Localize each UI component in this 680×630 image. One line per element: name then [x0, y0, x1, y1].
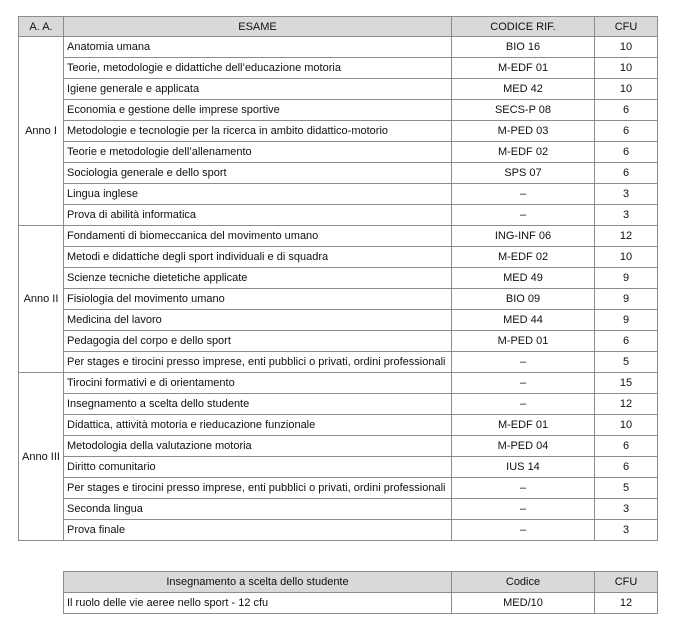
code-cell: MED 44 — [452, 310, 595, 331]
exam-table — [18, 16, 658, 541]
code-cell: M-PED 01 — [452, 331, 595, 352]
cfu-cell: 10 — [595, 79, 658, 100]
code-cell: M-PED 03 — [452, 121, 595, 142]
exam-cell: Seconda lingua — [64, 499, 452, 520]
exam-table-header-row — [19, 17, 658, 37]
cfu-cell: 6 — [595, 436, 658, 457]
exam-cell: Lingua inglese — [64, 184, 452, 205]
cfu-cell: 12 — [595, 226, 658, 247]
cfu-cell: 9 — [595, 310, 658, 331]
cfu-cell: 9 — [595, 268, 658, 289]
code-cell: – — [452, 478, 595, 499]
code-cell: – — [452, 205, 595, 226]
cfu-cell: 3 — [595, 499, 658, 520]
code-cell: MED 42 — [452, 79, 595, 100]
exam-cell: Diritto comunitario — [64, 457, 452, 478]
header-cfu: CFU — [595, 17, 658, 37]
exam-table-body — [19, 37, 658, 541]
exam-cell: Pedagogia del corpo e dello sport — [64, 331, 452, 352]
table-row — [19, 184, 658, 205]
table-row — [19, 499, 658, 520]
exam-cell: Per stages e tirocini presso imprese, enti pubblici o privati, ordini professionali — [64, 478, 452, 499]
table-row — [19, 415, 658, 436]
cfu-cell: 6 — [595, 331, 658, 352]
elective-table — [63, 571, 658, 614]
code-cell: – — [452, 394, 595, 415]
table-row — [19, 394, 658, 415]
table-row — [19, 142, 658, 163]
code-cell: SECS-P 08 — [452, 100, 595, 121]
table-row — [19, 520, 658, 541]
table-row — [19, 373, 658, 394]
code-cell: IUS 14 — [452, 457, 595, 478]
cfu-cell: 5 — [595, 352, 658, 373]
code-cell: M-EDF 02 — [452, 247, 595, 268]
elective-header-cfu: CFU — [595, 572, 658, 593]
cfu-cell: 3 — [595, 184, 658, 205]
exam-cell: Metodi e didattiche degli sport individuali e di squadra — [64, 247, 452, 268]
cfu-cell: 10 — [595, 247, 658, 268]
code-cell: M-EDF 01 — [452, 415, 595, 436]
elective-table-body — [64, 593, 658, 614]
table-row — [19, 100, 658, 121]
table-row — [19, 436, 658, 457]
cfu-cell: 5 — [595, 478, 658, 499]
table-row — [19, 226, 658, 247]
exam-cell: Prova di abilità informatica — [64, 205, 452, 226]
year-cell: Anno I — [19, 37, 64, 226]
header-exam: ESAME — [64, 17, 452, 37]
table-row — [19, 79, 658, 100]
table-row — [19, 205, 658, 226]
code-cell: M-EDF 01 — [452, 58, 595, 79]
exam-cell: Teorie e metodologie dell’allenamento — [64, 142, 452, 163]
table-row — [19, 478, 658, 499]
elective-cfu-cell: 12 — [595, 593, 658, 614]
code-cell: M-EDF 02 — [452, 142, 595, 163]
exam-cell: Prova finale — [64, 520, 452, 541]
code-cell: SPS 07 — [452, 163, 595, 184]
elective-header-course: Insegnamento a scelta dello studente — [64, 572, 452, 593]
table-row — [19, 163, 658, 184]
table-row — [19, 352, 658, 373]
exam-cell: Tirocini formativi e di orientamento — [64, 373, 452, 394]
table-row — [19, 58, 658, 79]
cfu-cell: 15 — [595, 373, 658, 394]
table-row — [19, 289, 658, 310]
exam-cell: Insegnamento a scelta dello studente — [64, 394, 452, 415]
exam-cell: Fondamenti di biomeccanica del movimento umano — [64, 226, 452, 247]
table-row — [19, 121, 658, 142]
cfu-cell: 6 — [595, 457, 658, 478]
exam-cell: Metodologie e tecnologie per la ricerca in ambito didattico-motorio — [64, 121, 452, 142]
code-cell: – — [452, 499, 595, 520]
cfu-cell: 10 — [595, 58, 658, 79]
code-cell: – — [452, 352, 595, 373]
exam-cell: Economia e gestione delle imprese sportive — [64, 100, 452, 121]
header-year: A. A. — [19, 17, 64, 37]
cfu-cell: 6 — [595, 163, 658, 184]
elective-code-cell: MED/10 — [452, 593, 595, 614]
code-cell: – — [452, 520, 595, 541]
table-row — [19, 310, 658, 331]
cfu-cell: 6 — [595, 121, 658, 142]
exam-cell: Igiene generale e applicata — [64, 79, 452, 100]
table-row — [19, 37, 658, 58]
code-cell: – — [452, 184, 595, 205]
cfu-cell: 3 — [595, 520, 658, 541]
code-cell: MED 49 — [452, 268, 595, 289]
year-cell: Anno III — [19, 373, 64, 541]
cfu-cell: 3 — [595, 205, 658, 226]
cfu-cell: 10 — [595, 37, 658, 58]
exam-cell: Sociologia generale e dello sport — [64, 163, 452, 184]
exam-cell: Medicina del lavoro — [64, 310, 452, 331]
elective-header-code: Codice — [452, 572, 595, 593]
exam-cell: Metodologia della valutazione motoria — [64, 436, 452, 457]
code-cell: ING-INF 06 — [452, 226, 595, 247]
cfu-cell: 10 — [595, 415, 658, 436]
cfu-cell: 9 — [595, 289, 658, 310]
elective-course-cell: Il ruolo delle vie aeree nello sport - 12 cfu — [64, 593, 452, 614]
code-cell: – — [452, 373, 595, 394]
code-cell: BIO 16 — [452, 37, 595, 58]
exam-cell: Anatomia umana — [64, 37, 452, 58]
exam-cell: Didattica, attività motoria e rieducazione funzionale — [64, 415, 452, 436]
cfu-cell: 12 — [595, 394, 658, 415]
table-row — [19, 247, 658, 268]
exam-cell: Per stages e tirocini presso imprese, enti pubblici o privati, ordini professionali — [64, 352, 452, 373]
table-row — [64, 593, 658, 614]
cfu-cell: 6 — [595, 100, 658, 121]
exam-cell: Fisiologia del movimento umano — [64, 289, 452, 310]
exam-cell: Scienze tecniche dietetiche applicate — [64, 268, 452, 289]
cfu-cell: 6 — [595, 142, 658, 163]
table-row — [19, 268, 658, 289]
code-cell: M-PED 04 — [452, 436, 595, 457]
table-row — [19, 457, 658, 478]
table-row — [19, 331, 658, 352]
elective-table-header-row — [64, 572, 658, 593]
code-cell: BIO 09 — [452, 289, 595, 310]
year-cell: Anno II — [19, 226, 64, 373]
header-code: CODICE RIF. — [452, 17, 595, 37]
exam-cell: Teorie, metodologie e didattiche dell’educazione motoria — [64, 58, 452, 79]
